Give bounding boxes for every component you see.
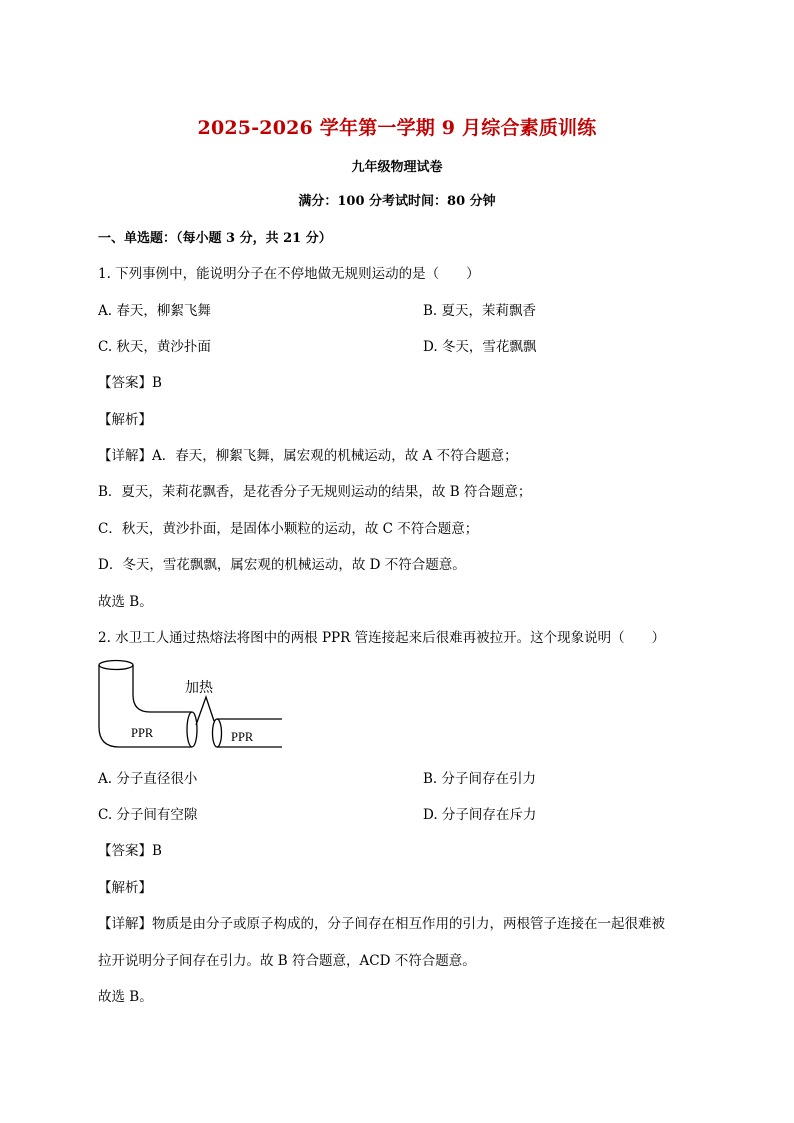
q2-answer: 【答案】B <box>98 843 162 859</box>
ppr-pipe-figure <box>96 655 286 755</box>
heat-pointer <box>196 697 214 725</box>
exam-meta: 满分：100 分考试时间：80 分钟 <box>298 194 496 209</box>
heat-label: 加热 <box>185 680 213 696</box>
q1-detail-1: 【详解】A．春天，柳絮飞舞，属宏观的机械运动，故 A 不符合题意； <box>98 448 518 464</box>
q1-option-a: A. 春天，柳絮飞舞 <box>98 303 211 319</box>
elbow-inner-edge <box>133 665 192 712</box>
q1-detail-4: D．冬天，雪花飘飘，属宏观的机械运动，故 D 不符合题意。 <box>98 557 466 573</box>
q1-option-b: B. 夏天，茉莉飘香 <box>423 303 537 319</box>
q1-option-c: C. 秋天，黄沙扑面 <box>98 339 211 355</box>
q2-option-c: C. 分子间有空隙 <box>98 807 198 823</box>
page-subtitle: 九年级物理试卷 <box>351 160 443 175</box>
q1-detail-3: C．秋天，黄沙扑面，是固体小颗粒的运动，故 C 不符合题意； <box>98 521 479 537</box>
elbow-opening <box>99 661 133 670</box>
q1-option-d: D. 冬天，雪花飘飘 <box>423 339 537 355</box>
q1-stem: 1. 下列事例中，能说明分子在不停地做无规则运动的是（ ） <box>98 266 480 282</box>
q2-detail-1: 【详解】物质是由分子或原子构成的，分子间存在相互作用的引力，两根管子连接在一起很难被 <box>98 916 665 932</box>
q1-conclusion: 故选 B。 <box>98 594 153 610</box>
section-heading: 一、单选题：（每小题 3 分，共 21 分） <box>98 231 332 246</box>
q2-stem: 2. 水卫工人通过热熔法将图中的两根 PPR 管连接起来后很难再被拉开。这个现象说明（ ） <box>98 630 666 646</box>
q2-detail-2: 拉开说明分子间存在引力。故 B 符合题意，ACD 不符合题意。 <box>98 953 476 969</box>
q2-option-d: D. 分子间存在斥力 <box>423 807 537 823</box>
q2-analysis: 【解析】 <box>98 880 152 896</box>
q1-detail-2: B．夏天，茉莉花飘香，是花香分子无规则运动的结果，故 B 符合题意； <box>98 484 532 500</box>
page-title: 2025-2026 学年第一学期 9 月综合素质训练 <box>197 117 597 139</box>
elbow-end <box>187 712 197 747</box>
q2-option-b: B. 分子间存在引力 <box>423 771 537 787</box>
q1-answer: 【答案】B <box>98 375 162 391</box>
straight-pipe-end <box>213 719 222 747</box>
pipe-label-right: PPR <box>231 730 254 744</box>
q2-conclusion: 故选 B。 <box>98 989 153 1005</box>
pipe-label-left: PPR <box>131 726 154 740</box>
q2-option-a: A. 分子直径很小 <box>98 771 198 787</box>
q1-analysis: 【解析】 <box>98 412 152 428</box>
